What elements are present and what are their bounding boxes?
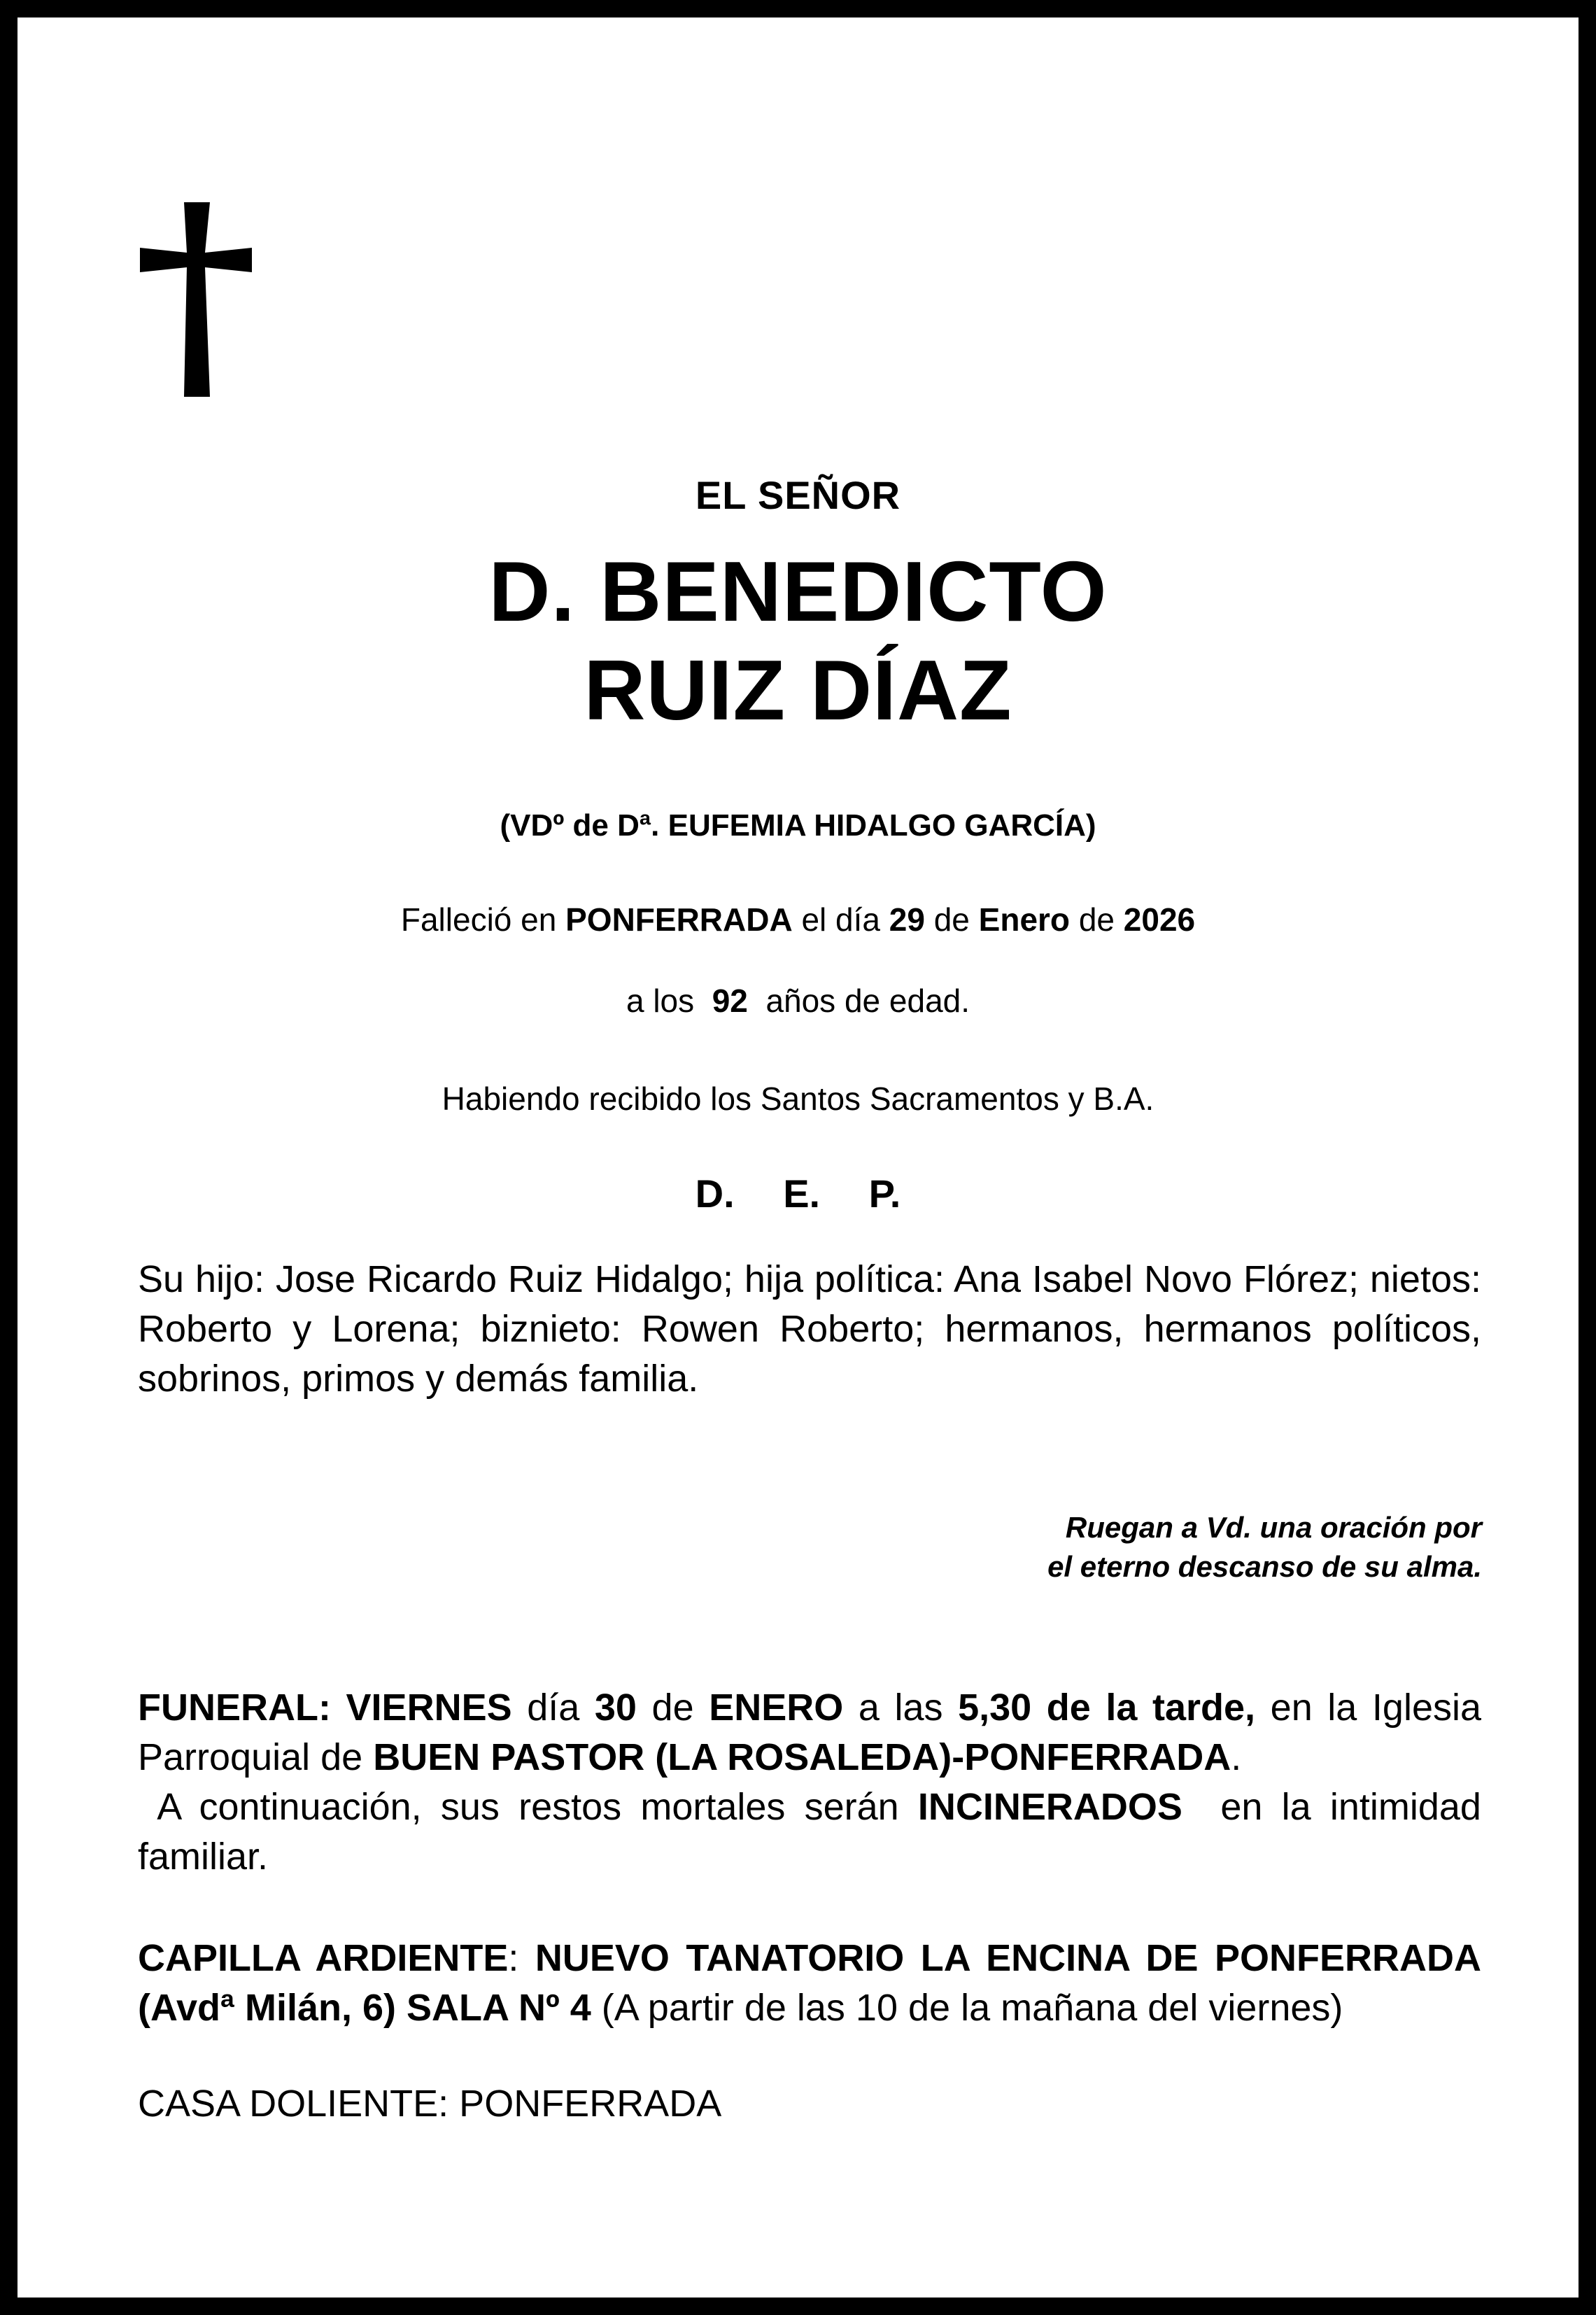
death-day-label: el día [801,901,880,938]
chapel-hours: (A partir de las 10 de la mañana del viernes) [601,1987,1343,2029]
funeral-church: BUEN PASTOR (LA ROSALEDA)-PONFERRADA [373,1736,1231,1778]
deceased-name-line2: RUIZ DÍAZ [584,642,1012,738]
age-line [17,982,1579,1020]
death-year: 2026 [1123,901,1196,938]
funeral-at: a las [858,1687,943,1729]
chapel-colon: : [508,1937,519,1979]
widower-of-line: (VDº de Dª. EUFEMIA HIDALGO GARCÍA) [500,808,1096,843]
latin-cross-icon [140,202,252,397]
family-paragraph: Su hijo: Jose Ricardo Ruiz Hidalgo; hija política: Ana Isabel Novo Flórez; nietos: Roberto y Lorena; biznieto: Rowen Roberto; hermanos, hermanos políticos, sobrinos, primos y demás familia. [138,1258,1481,1400]
sacraments-line: Habiendo recibido los Santos Sacramentos y B.A. [442,1081,1154,1117]
death-prefix: Falleció en [400,901,557,938]
prayer-line2: el eterno descanso de su alma. [1047,1550,1482,1583]
title-el-senor: EL SEÑOR [695,473,901,517]
age-value: 92 [712,983,748,1019]
age-prefix: a los [626,983,695,1019]
death-day: 29 [889,901,925,938]
funeral-label: FUNERAL: VIERNES [138,1687,512,1729]
death-place: PONFERRADA [565,901,793,938]
house-colon: : [438,2083,449,2125]
prayer-line1: Ruegan a Vd. una oración por [1065,1511,1482,1544]
death-month: Enero [978,901,1071,938]
chapel-paragraph [138,1934,1481,2033]
funeral-time: 5,30 de la tarde, [958,1687,1256,1729]
house-line [138,2082,721,2125]
funeral-of: de [651,1687,694,1729]
cremation-word: INCINERADOS [917,1786,1182,1828]
funeral-paragraph [138,1683,1481,1882]
funeral-period: . [1231,1736,1242,1778]
deceased-name [17,542,1579,740]
chapel-label: CAPILLA ARDIENTE [138,1937,509,1979]
death-of1: de [933,901,970,938]
house-label: CASA DOLIENTE [138,2083,439,2125]
death-place-date-line [17,901,1579,938]
cremation-prefix: A continuación, sus restos mortales serán [157,1786,899,1828]
chapel-place: NUEVO TANATORIO LA ENCINA DE PONFERRADA (Avdª Milán, 6) SALA Nº 4 [138,1937,1482,2029]
house-place: PONFERRADA [459,2083,722,2125]
funeral-church-prefix: en la Iglesia Parroquial de [138,1687,1482,1778]
cremation-suffix: en la intimidad familiar. [138,1786,1481,1878]
obituary-page [17,17,1579,2298]
prayer-request [852,1508,1482,1586]
funeral-month: ENERO [709,1687,844,1729]
age-suffix: años de edad. [765,983,970,1019]
dep-line: D. E. P. [695,1171,901,1216]
funeral-day: 30 [594,1687,637,1729]
funeral-day-word: día [527,1687,580,1729]
death-of2: de [1078,901,1115,938]
deceased-name-line1: D. BENEDICTO [488,544,1108,639]
